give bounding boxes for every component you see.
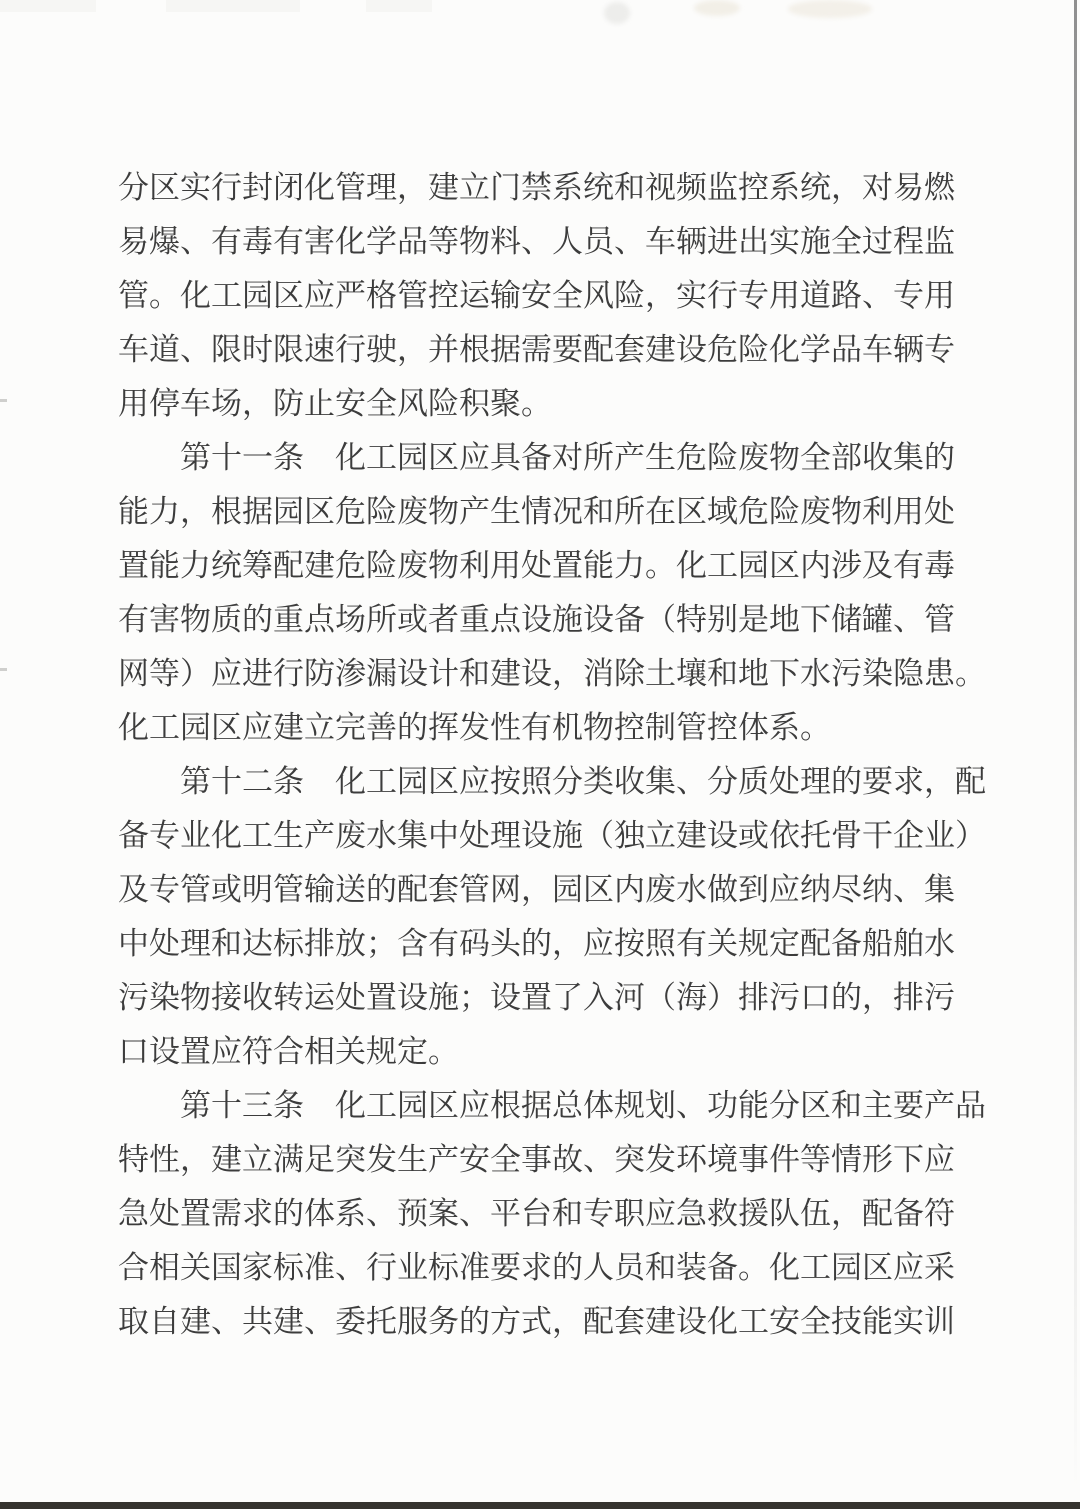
text-line: 备专业化工生产废水集中处理设施（独立建设或依托骨干企业） xyxy=(118,818,986,853)
text-line: 化工园区应建立完善的挥发性有机物控制管控体系。 xyxy=(118,710,831,745)
text-line: 取自建、共建、委托服务的方式，配套建设化工安全技能实训 xyxy=(118,1304,955,1339)
text-line: 车道、限时限速行驶，并根据需要配套建设危险化学品车辆专 xyxy=(118,332,955,367)
text-line: 有害物质的重点场所或者重点设施设备（特别是地下储罐、管 xyxy=(118,602,955,637)
scan-top-edge-strip xyxy=(0,0,96,12)
scan-top-edge-strip xyxy=(166,0,300,12)
text-line: 管。化工园区应严格管控运输安全风险，实行专用道路、专用 xyxy=(118,278,955,313)
text-line: 口设置应符合相关规定。 xyxy=(118,1034,459,1069)
text-line: 污染物接收转运处置设施；设置了入河（海）排污口的，排污 xyxy=(118,980,955,1015)
scan-left-edge-mark xyxy=(0,399,7,402)
text-line: 用停车场，防止安全风险积聚。 xyxy=(118,386,552,421)
text-line: 能力，根据园区危险废物产生情况和所在区域危险废物利用处 xyxy=(118,494,955,529)
text-line: 合相关国家标准、行业标准要求的人员和装备。化工园区应采 xyxy=(118,1250,955,1285)
scan-top-edge-strip xyxy=(366,0,432,12)
text-line-article-12-start: 第十二条 化工园区应按照分类收集、分质处理的要求，配 xyxy=(180,764,986,799)
text-line: 特性，建立满足突发生产安全事故、突发环境事件等情形下应 xyxy=(118,1142,955,1177)
scan-smudge xyxy=(788,0,872,18)
scan-smudge xyxy=(694,0,740,16)
text-line: 急处置需求的体系、预案、平台和专职应急救援队伍，配备符 xyxy=(118,1196,955,1231)
text-line: 及专管或明管输送的配套管网，园区内废水做到应纳尽纳、集 xyxy=(118,872,955,907)
text-line: 网等）应进行防渗漏设计和建设，消除土壤和地下水污染隐患。 xyxy=(118,656,986,691)
text-line-article-11-start: 第十一条 化工园区应具备对所产生危险废物全部收集的 xyxy=(180,440,955,475)
text-line: 中处理和达标排放；含有码头的，应按照有关规定配备船舶水 xyxy=(118,926,955,961)
document-body-text xyxy=(118,161,986,1349)
text-line-article-13-start: 第十三条 化工园区应根据总体规划、功能分区和主要产品 xyxy=(180,1088,986,1123)
scan-page-edge-line xyxy=(1074,0,1077,1490)
text-line: 置能力统筹配建危险废物利用处置能力。化工园区内涉及有毒 xyxy=(118,548,955,583)
scan-smudge xyxy=(604,2,630,24)
scan-bottom-edge-bar xyxy=(0,1502,1080,1509)
text-line: 分区实行封闭化管理，建立门禁系统和视频监控系统，对易燃 xyxy=(118,170,955,205)
scan-left-edge-mark xyxy=(0,668,7,671)
text-line: 易爆、有毒有害化学品等物料、人员、车辆进出实施全过程监 xyxy=(118,224,955,259)
